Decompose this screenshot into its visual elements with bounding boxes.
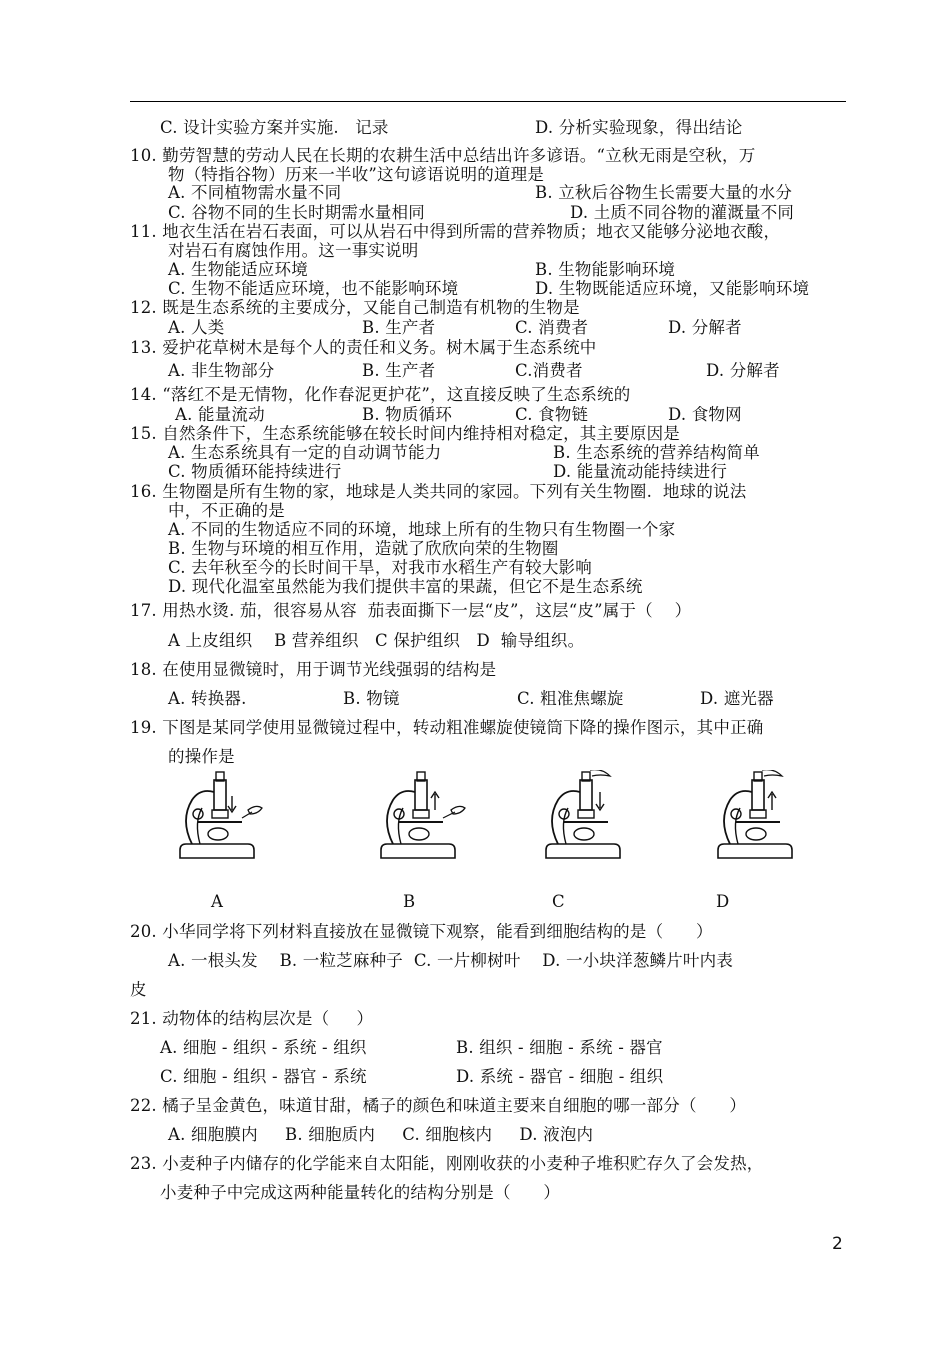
text-line: B. 物质循环: [362, 405, 453, 424]
text-line: D. 能量流动能持续进行: [553, 462, 728, 481]
text-line: B. 组织 - 细胞 - 系统 - 器官: [456, 1038, 663, 1057]
microscope-figure-c: [540, 770, 640, 860]
text-line: B. 物镜: [343, 689, 400, 708]
text-line: 16. 生物圈是所有生物的家，地球是人类共同的家园。下列有关生物圈. 地球的说法: [130, 482, 747, 501]
page-number: 2: [832, 1234, 843, 1254]
text-line: 18. 在使用显微镜时，用于调节光线强弱的结构是: [130, 660, 497, 679]
microscope-icon: [712, 770, 812, 860]
text-line: B. 立秋后谷物生长需要大量的水分: [535, 183, 793, 202]
text-line: C. 设计实验方案并实施. 记录: [160, 118, 389, 137]
header-rule: [130, 101, 846, 102]
text-line: 的操作是: [168, 747, 235, 766]
text-line: D. 系统 - 器官 - 细胞 - 组织: [456, 1067, 664, 1086]
text-line: 22. 橘子呈金黄色，味道甘甜，橘子的颜色和味道主要来自细胞的哪一部分（ ）: [130, 1096, 747, 1115]
text-line: C. 食物链: [515, 405, 589, 424]
text-line: D. 分析实验现象，得出结论: [535, 118, 743, 137]
text-line: 10. 勤劳智慧的劳动人民在长期的农耕生活中总结出许多谚语。“立秋无雨是空秋，万: [130, 146, 756, 165]
figure-label-a: A: [211, 892, 223, 911]
text-line: D. 分解者: [668, 318, 742, 337]
figure-label-c: C: [552, 892, 565, 911]
text-line: 15. 自然条件下，生态系统能够在较长时间内维持相对稳定，其主要原因是: [130, 424, 680, 443]
text-line: 21. 动物体的结构层次是（ ）: [130, 1009, 374, 1028]
microscope-icon: [375, 770, 475, 860]
text-line: D. 遮光器: [700, 689, 774, 708]
text-line: 物（特指谷物）历来一半收”这句谚语说明的道理是: [168, 165, 545, 184]
text-line: C. 物质循环能持续进行: [168, 462, 342, 481]
text-line: C.消费者: [515, 361, 583, 380]
text-line: 12. 既是生态系统的主要成分，又能自己制造有机物的生物是: [130, 298, 580, 317]
text-line: B. 生产者: [362, 361, 436, 380]
text-line: C. 粗准焦螺旋: [517, 689, 624, 708]
text-line: 小麦种子中完成这两种能量转化的结构分别是（ ）: [160, 1183, 561, 1202]
text-line: 皮: [130, 980, 147, 999]
text-line: 对岩石有腐蚀作用。这一事实说明: [168, 241, 419, 260]
text-line: 13. 爱护花草树木是每个人的责任和义务。树木属于生态系统中: [130, 338, 597, 357]
text-line: 20. 小华同学将下列材料直接放在显微镜下观察，能看到细胞结构的是（ ）: [130, 922, 713, 941]
text-line: A. 人类: [168, 318, 225, 337]
text-line: C. 消费者: [515, 318, 589, 337]
text-line: A. 不同植物需水量不同: [168, 183, 342, 202]
text-line: 19. 下图是某同学使用显微镜过程中，转动粗准螺旋使镜筒下降的操作图示，其中正确: [130, 718, 764, 737]
microscope-figure-d: [712, 770, 812, 860]
microscope-figure-b: [375, 770, 475, 860]
text-line: A. 细胞膜内 B. 细胞质内 C. 细胞核内 D. 液泡内: [168, 1125, 594, 1144]
microscope-icon: [170, 770, 270, 860]
text-line: D. 土质不同谷物的灌溉量不同: [570, 203, 795, 222]
text-line: 中，不正确的是: [168, 501, 285, 520]
text-line: A. 细胞 - 组织 - 系统 - 组织: [160, 1038, 367, 1057]
text-line: C. 生物不能适应环境，也不能影响环境: [168, 279, 459, 298]
text-line: A. 生态系统具有一定的自动调节能力: [168, 443, 442, 462]
text-line: A. 一根头发 B. 一粒芝麻种子 C. 一片柳树叶 D. 一小块洋葱鳞片叶内表: [168, 951, 734, 970]
text-line: 17. 用热水烫. 茄，很容易从容 茄表面撕下一层“皮”，这层“皮”属于（ ）: [130, 601, 692, 620]
text-line: A. 能量流动: [175, 405, 265, 424]
text-line: B. 生物与环境的相互作用，造就了欣欣向荣的生物圈: [168, 539, 559, 558]
text-line: A. 不同的生物适应不同的环境，地球上所有的生物只有生物圈一个家: [168, 520, 676, 539]
text-line: D. 生物既能适应环境，又能影响环境: [535, 279, 810, 298]
text-line: C. 细胞 - 组织 - 器官 - 系统: [160, 1067, 367, 1086]
microscope-icon: [540, 770, 640, 860]
text-line: C. 谷物不同的生长时期需水量相同: [168, 203, 425, 222]
text-line: B. 生态系统的营养结构简单: [553, 443, 760, 462]
text-line: 23. 小麦种子内储存的化学能来自太阳能，刚刚收获的小麦种子堆积贮存久了会发热，: [130, 1154, 764, 1173]
text-line: B. 生物能影响环境: [535, 260, 676, 279]
text-line: D. 现代化温室虽然能为我们提供丰富的果蔬，但它不是生态系统: [168, 577, 643, 596]
text-line: A. 转换器.: [168, 689, 247, 708]
text-line: D. 分解者: [706, 361, 780, 380]
figure-label-d: D: [716, 892, 730, 911]
text-line: B. 生产者: [362, 318, 436, 337]
text-line: A 上皮组织 B 营养组织 C 保护组织 D 输导组织。: [168, 631, 585, 650]
microscope-figure-a: [170, 770, 270, 860]
figure-label-b: B: [403, 892, 416, 911]
text-line: 14. “落红不是无情物，化作春泥更护花”，这直接反映了生态系统的: [130, 385, 631, 404]
text-line: A. 非生物部分: [168, 361, 275, 380]
text-line: A. 生物能适应环境: [168, 260, 308, 279]
text-line: 11. 地衣生活在岩石表面，可以从岩石中得到所需的营养物质；地衣又能够分泌地衣酸，: [130, 222, 781, 241]
text-line: C. 去年秋至今的长时间干旱，对我市水稻生产有较大影响: [168, 558, 592, 577]
text-line: D. 食物网: [668, 405, 742, 424]
